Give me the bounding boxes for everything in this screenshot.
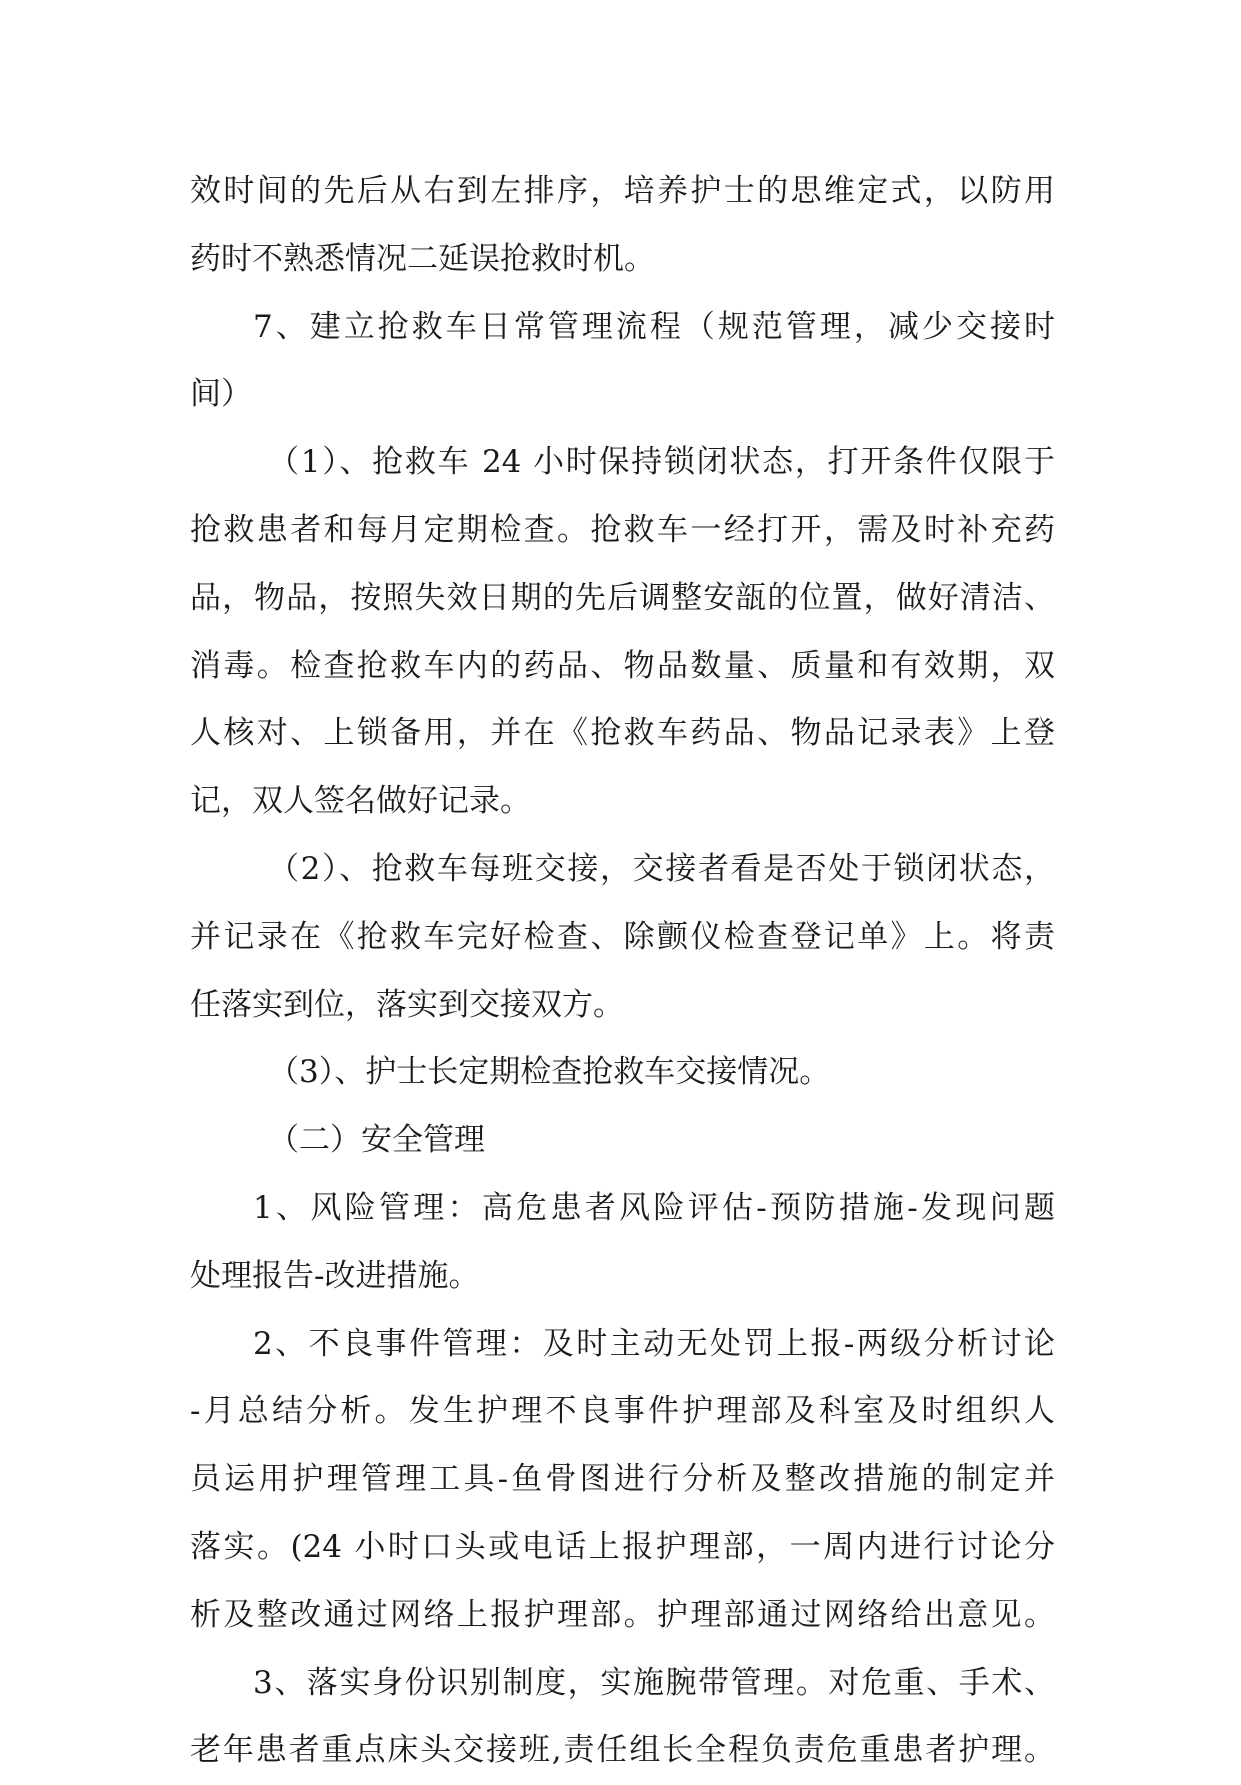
paragraph-line: 2、不良事件管理：及时主动无处罚上报-两级分析讨论 — [253, 1325, 1055, 1362]
paragraph-line: 3、落实身份识别制度，实施腕带管理。对危重、手术、 — [253, 1664, 1055, 1701]
paragraph-line: 老年患者重点床头交接班,责任组长全程负责危重患者护理。 — [190, 1732, 1055, 1769]
paragraph-line: 7、建立抢救车日常管理流程（规范管理，减少交接时 — [253, 308, 1055, 345]
document-body — [190, 158, 1055, 1785]
paragraph-line: 药时不熟悉情况二延误抢救时机。 — [190, 240, 655, 277]
paragraph-line: 处理报告-改进措施。 — [190, 1257, 480, 1294]
paragraph-line: 记，双人签名做好记录。 — [190, 783, 531, 820]
paragraph-line: （2）、抢救车每班交接，交接者看是否处于锁闭状态， — [268, 850, 1055, 887]
paragraph-line: 抢救患者和每月定期检查。抢救车一经打开，需及时补充药 — [190, 511, 1055, 548]
paragraph-line: 任落实到位，落实到交接双方。 — [190, 986, 624, 1023]
paragraph-line: 员运用护理管理工具-鱼骨图进行分析及整改措施的制定并 — [190, 1461, 1055, 1498]
paragraph-line: 间） — [190, 376, 252, 413]
paragraph-line: 品，物品，按照失效日期的先后调整安瓿的位置，做好清洁、 — [190, 579, 1055, 616]
paragraph-line: 落实。(24 小时口头或电话上报护理部，一周内进行讨论分 — [190, 1528, 1055, 1565]
paragraph-line: 人核对、上锁备用，并在《抢救车药品、物品记录表》上登 — [190, 715, 1055, 752]
paragraph-line: （3）、护士长定期检查抢救车交接情况。 — [268, 1054, 831, 1091]
paragraph-line: 并记录在《抢救车完好检查、除颤仪检查登记单》上。将责 — [190, 918, 1055, 955]
paragraph-line: 析及整改通过网络上报护理部。护理部通过网络给出意见。 — [190, 1596, 1055, 1633]
paragraph-line: 效时间的先后从右到左排序，培养护士的思维定式，以防用 — [190, 173, 1055, 209]
paragraph-line: -月总结分析。发生护理不良事件护理部及科室及时组织人 — [190, 1393, 1055, 1430]
paragraph-line: 消毒。检查抢救车内的药品、物品数量、质量和有效期，双 — [190, 647, 1055, 684]
section-heading: （二）安全管理 — [268, 1122, 485, 1159]
paragraph-line: （1）、抢救车 24 小时保持锁闭状态，打开条件仅限于 — [268, 444, 1055, 481]
paragraph-line: 1、风险管理：高危患者风险评估-预防措施-发现问题 — [253, 1189, 1055, 1226]
